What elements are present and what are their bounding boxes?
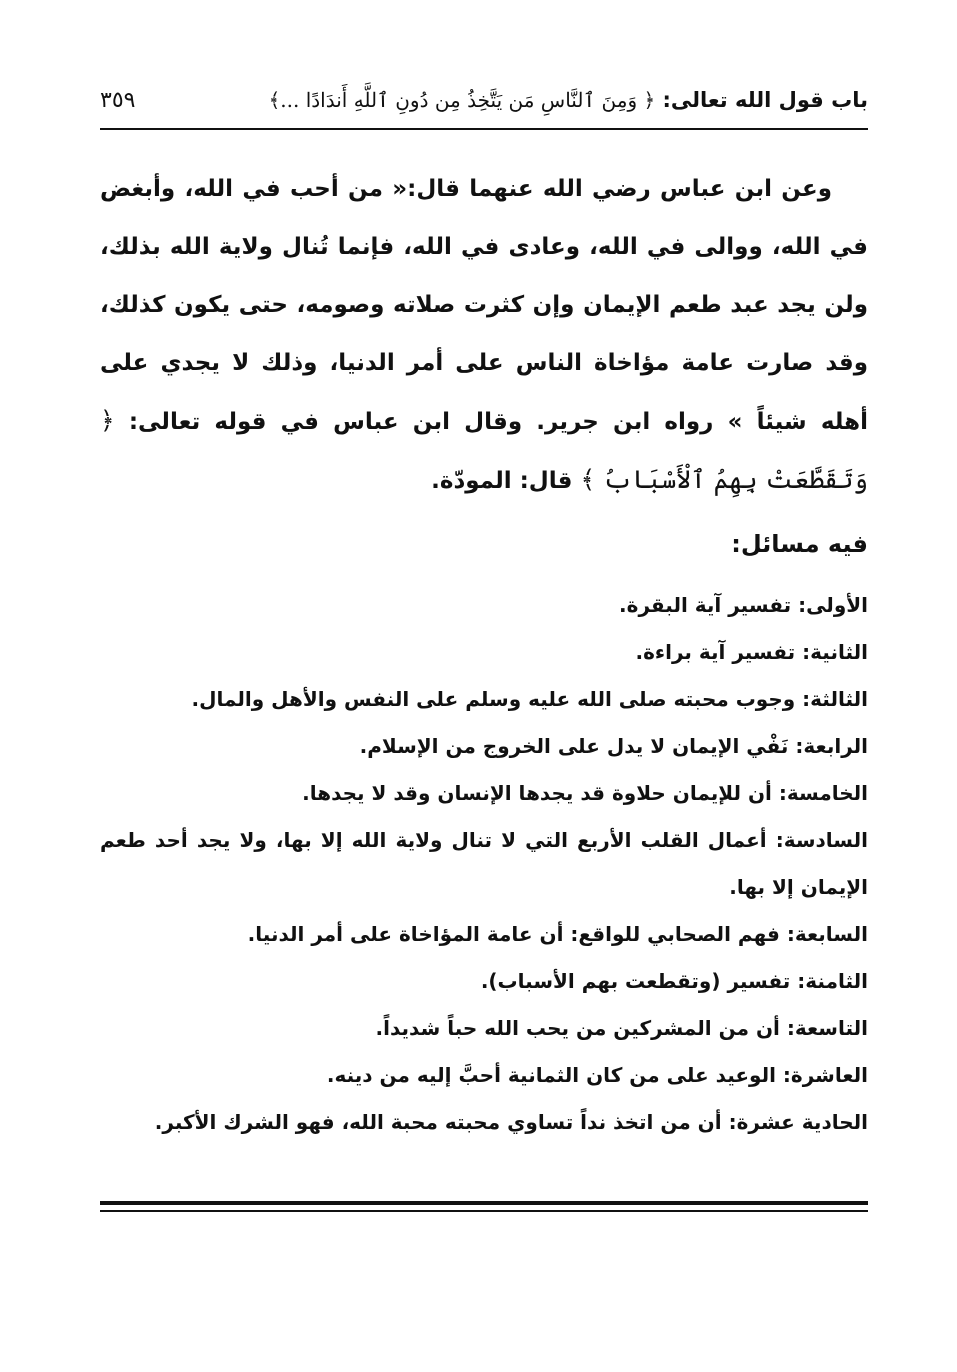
issue-item — [100, 1052, 868, 1099]
issue-label: الحادية عشرة: — [728, 1110, 868, 1134]
paragraph-after-verse: قال: المودّة. — [431, 468, 573, 494]
issue-label: الثالثة: — [802, 687, 868, 711]
issue-label: التاسعة: — [786, 1016, 868, 1040]
chapter-title-verse: ﴿ وَمِنَ ٱلنَّاسِ مَن يَتَّخِذُ مِن دُونِ ٱللَّهِ أَندَادًا ...﴾ — [268, 88, 656, 112]
main-paragraph — [100, 160, 868, 510]
issue-item — [100, 629, 868, 676]
issue-label: العاشرة: — [782, 1063, 868, 1087]
chapter-title — [269, 88, 868, 112]
issue-text: تفسير آية براءة. — [635, 640, 796, 664]
header-divider — [100, 128, 868, 130]
issue-item — [100, 911, 868, 958]
issue-label: الثامنة: — [797, 969, 868, 993]
issue-text: أن من المشركين من يحب الله حباً شديداً. — [375, 1016, 780, 1040]
section-heading: فيه مسائل: — [731, 530, 868, 558]
footer-divider-thin — [100, 1210, 868, 1212]
issue-label: الخامسة: — [778, 781, 868, 805]
issue-text: وجوب محبته صلى الله عليه وسلم على النفس والأهل والمال. — [191, 687, 796, 711]
issue-text: نَفْي الإيمان لا يدل على الخروج من الإسلام. — [359, 734, 789, 758]
issue-item — [100, 958, 868, 1005]
issue-item — [100, 770, 868, 817]
issue-text: فهم الصحابي للواقع: أن عامة المؤاخاة على أمر الدنيا. — [247, 922, 780, 946]
issue-text: تفسير (وتقطعت بهم الأسباب). — [480, 969, 791, 993]
page-number: ٣٥٩ — [100, 87, 136, 113]
issue-label: الأولى: — [798, 593, 868, 617]
issue-item — [100, 1099, 868, 1146]
issue-item — [100, 723, 868, 770]
issue-item — [100, 1005, 868, 1052]
paragraph-before-verse: وعن ابن عباس رضي الله عنهما قال:« من أحب في الله، وأبغض في الله، ووالى في الله، وعادى في الله، فإنما تُنال ولاية الله بذلك، ولن يجد عبد طعم الإيمان وإن كثرت صلاته وصومه، حتى يكون كذلك، وقد صارت عامة مؤاخاة الناس على أمر الدنيا، وذلك لا يجدي على أهله شيئاً » رواه ابن جرير. وقال ابن عباس في قوله تعالى: — [100, 176, 869, 435]
running-header — [100, 80, 868, 120]
issue-text: الوعيد على من كان الثمانية أحبَّ إليه من دينه. — [326, 1063, 776, 1087]
issue-label: الرابعة: — [795, 734, 868, 758]
issue-text: أن من اتخذ نداً تساوي محبته محبة الله، فهو الشرك الأكبر. — [154, 1110, 722, 1134]
issue-label: الثانية: — [802, 640, 868, 664]
issue-text: تفسير آية البقرة. — [619, 593, 792, 617]
issue-label: السابعة: — [786, 922, 868, 946]
chapter-title-text: باب قول الله تعالى: — [662, 88, 868, 112]
issue-item — [100, 582, 868, 629]
issue-text: أن للإيمان حلاوة قد يجدها الإنسان وقد لا يجدها. — [302, 781, 772, 805]
main-text — [100, 160, 868, 510]
issues-list — [100, 582, 868, 1146]
issue-item — [100, 817, 868, 911]
quranic-verse: ﴿ وَتَقَطَّعَتْ بِهِمُ ٱلْأَسْبَابُ ﴾ — [100, 406, 868, 494]
footer-divider-thick — [100, 1201, 868, 1205]
issue-text: أعمال القلب الأربع التي لا تنال ولاية الله إلا بها، ولا يجد أحد طعم الإيمان إلا بها. — [100, 828, 868, 899]
issue-item — [100, 676, 868, 723]
issue-label: السادسة: — [775, 828, 869, 852]
